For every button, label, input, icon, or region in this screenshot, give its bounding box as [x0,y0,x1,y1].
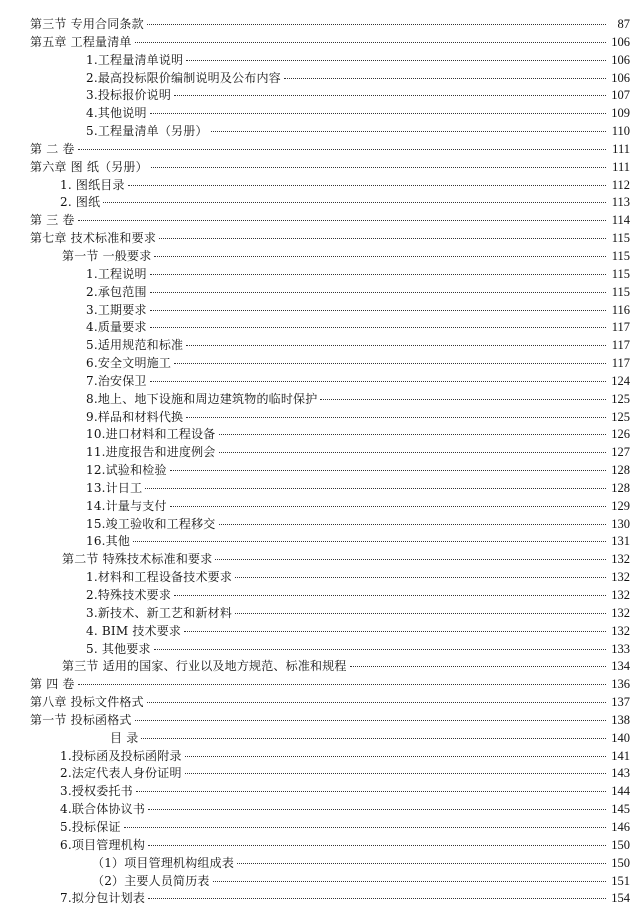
toc-entry-page-number: 145 [611,802,630,817]
dot-leader [219,524,607,525]
toc-entry-page-number: 146 [611,819,630,834]
toc-entry[interactable] [0,409,640,427]
dot-leader [150,381,606,382]
dot-leader [237,863,606,864]
toc-entry-title: 4.质量要求 [86,319,148,337]
toc-entry[interactable] [0,855,640,873]
toc-entry[interactable] [0,34,640,52]
toc-entry-page-number: 129 [611,498,630,513]
toc-entry-page-number: 131 [611,534,630,549]
toc-entry-title: 第六章 图 纸（另册） [30,159,149,177]
toc-entry-title: 4. BIM 技术要求 [86,623,182,641]
dot-leader [174,595,606,596]
dot-leader [284,78,606,79]
toc-entry-title: 1.投标函及投标函附录 [60,748,183,766]
dot-leader [170,506,606,507]
dot-leader [78,149,606,150]
toc-entry-page-number: 115 [611,284,630,299]
toc-entry-title: 第 四 卷 [30,676,76,694]
toc-entry-title: 4.联合体协议书 [60,801,146,819]
dot-leader [170,470,606,471]
toc-entry-title: 5.投标保证 [60,819,122,837]
toc-entry-title: 第 二 卷 [30,141,76,159]
toc-entry[interactable] [0,480,640,498]
toc-entry-page-number: 115 [611,266,630,281]
dot-leader [133,541,606,542]
toc-entry-page-number: 116 [611,302,630,317]
toc-entry-page-number: 133 [611,641,630,656]
toc-entry-page-number: 141 [611,748,630,763]
dot-leader [235,577,606,578]
toc-entry-page-number: 115 [611,231,630,246]
toc-entry[interactable] [0,177,640,195]
toc-entry-title: 2.承包范围 [86,284,148,302]
toc-entry-page-number: 126 [611,427,630,442]
dot-leader [147,702,606,703]
toc-entry-title: （2）主要人员简历表 [92,873,211,891]
dot-leader [128,185,606,186]
toc-entry-page-number: 87 [617,17,630,31]
dot-leader [135,42,606,43]
toc-entry-page-number: 132 [611,623,630,638]
toc-entry[interactable] [0,52,640,70]
toc-entry-page-number: 128 [611,480,630,495]
dot-leader [186,60,606,61]
toc-entry-title: 第五章 工程量清单 [30,34,133,52]
toc-entry-title: 2.特殊技术要求 [86,587,172,605]
toc-entry-page-number: 140 [611,730,630,745]
toc-entry-page-number: 130 [611,516,630,531]
toc-entry-page-number: 127 [611,445,630,460]
toc-entry[interactable] [0,676,640,694]
toc-entry-page-number: 150 [611,855,630,870]
toc-entry[interactable] [0,266,640,284]
toc-entry[interactable] [0,641,640,659]
dot-leader [185,756,606,757]
toc-entry-page-number: 109 [611,106,630,121]
toc-entry-page-number: 114 [611,213,630,228]
toc-entry-page-number: 132 [611,588,630,602]
toc-entry-title: 5.工程量清单（另册） [86,123,209,141]
dot-leader [150,113,606,114]
dot-leader [148,845,606,846]
toc-entry[interactable] [0,569,640,587]
dot-leader [154,256,606,257]
dot-leader [135,720,606,721]
dot-leader [103,202,606,203]
toc-entry-page-number: 132 [611,570,630,585]
toc-entry[interactable] [0,16,640,34]
toc-entry[interactable] [0,319,640,337]
toc-entry[interactable] [0,748,640,766]
toc-entry[interactable] [0,765,640,783]
toc-entry-title: 2.法定代表人身份证明 [60,765,183,783]
toc-entry-page-number: 150 [611,837,630,852]
dot-leader [350,666,606,667]
toc-entry-title: 1. 图纸目录 [60,177,126,195]
toc-entry-page-number: 125 [611,409,630,424]
toc-entry-title: （1）项目管理机构组成表 [92,855,235,873]
toc-entry[interactable] [0,730,640,748]
toc-entry-title: 1.工程量清单说明 [86,52,184,70]
toc-entry-title: 11.进度报告和进度例会 [86,444,217,462]
toc-entry-page-number: 106 [611,52,630,67]
toc-entry-page-number: 117 [611,356,630,371]
toc-entry[interactable] [0,837,640,855]
dot-leader [150,310,606,311]
toc-entry-title: 2. 图纸 [60,194,101,212]
dot-leader [235,613,606,614]
dot-leader [320,399,606,400]
toc-entry-title: 6.项目管理机构 [60,837,146,855]
toc-entry[interactable] [0,873,640,891]
toc-entry-title: 第三节 专用合同条款 [30,16,145,34]
dot-leader [219,452,607,453]
toc-entry-title: 6.安全文明施工 [86,355,172,373]
toc-entry[interactable] [0,712,640,730]
dot-leader [185,773,606,774]
toc-entry[interactable] [0,105,640,123]
dot-leader [150,274,606,275]
toc-entry-title: 第一节 投标函格式 [30,712,133,730]
toc-entry-page-number: 117 [611,338,630,353]
toc-entry-page-number: 136 [611,677,630,692]
toc-entry-title: 13.计日工 [86,480,143,498]
dot-leader [186,345,606,346]
dot-leader [124,827,606,828]
toc-entry[interactable] [0,248,640,266]
toc-entry-title: 14.计量与支付 [86,498,168,516]
toc-entry[interactable] [0,302,640,320]
toc-entry-title: 2.最高投标限价编制说明及公布内容 [86,70,282,88]
toc-entry-page-number: 134 [611,659,630,674]
dot-leader [150,292,606,293]
dot-leader [78,220,606,221]
toc-entry[interactable] [0,587,640,605]
toc-entry-title: 第七章 技术标准和要求 [30,230,157,248]
toc-entry[interactable] [0,605,640,623]
toc-entry[interactable] [0,783,640,801]
toc-entry[interactable] [0,194,640,212]
toc-entry[interactable] [0,355,640,373]
toc-entry-page-number: 128 [611,463,630,478]
toc-entry-title: 第二节 特殊技术标准和要求 [62,551,213,569]
toc-entry[interactable] [0,212,640,230]
table-of-contents [0,16,640,908]
dot-leader [78,684,606,685]
toc-entry-page-number: 107 [611,88,630,103]
toc-entry-title: 第 三 卷 [30,212,76,230]
dot-leader [154,649,606,650]
toc-entry-page-number: 111 [612,141,630,156]
toc-entry[interactable] [0,337,640,355]
toc-entry-page-number: 112 [611,177,630,192]
toc-entry[interactable] [0,819,640,837]
toc-entry-page-number: 138 [611,712,630,727]
toc-entry[interactable] [0,70,640,88]
toc-entry-title: 12.试验和检验 [86,462,168,480]
dot-leader [211,131,606,132]
dot-leader [174,95,606,96]
toc-entry[interactable] [0,890,640,908]
dot-leader [219,434,607,435]
dot-leader [159,238,606,239]
toc-entry-title: 1.工程说明 [86,266,148,284]
dot-leader [184,631,606,632]
dot-leader [136,791,606,792]
toc-entry-title: 15.竣工验收和工程移交 [86,516,217,534]
toc-entry-title: 16.其他 [86,533,131,551]
toc-entry-title: 5. 其他要求 [86,641,152,659]
toc-entry-title: 1.材料和工程设备技术要求 [86,569,233,587]
toc-entry-title: 7.治安保卫 [86,373,148,391]
toc-entry[interactable] [0,694,640,712]
toc-entry-page-number: 151 [611,873,630,888]
toc-entry-page-number: 106 [611,70,630,85]
toc-entry[interactable] [0,551,640,569]
toc-entry-title: 9.样品和材料代换 [86,409,184,427]
toc-entry[interactable] [0,658,640,676]
toc-entry[interactable] [0,87,640,105]
toc-entry[interactable] [0,141,640,159]
toc-entry-page-number: 106 [611,34,630,49]
toc-entry-title: 第三节 适用的国家、行业以及地方规范、标准和规程 [62,658,348,676]
toc-entry[interactable] [0,533,640,551]
toc-entry-page-number: 144 [611,784,630,799]
toc-entry-title: 10.进口材料和工程设备 [86,426,217,444]
toc-entry-page-number: 132 [611,605,630,620]
toc-entry-page-number: 143 [611,766,630,781]
toc-entry[interactable] [0,801,640,819]
dot-leader [141,738,606,739]
toc-entry-title: 3.投标报价说明 [86,87,172,105]
toc-entry-page-number: 124 [611,373,630,388]
toc-entry-title: 第一节 一般要求 [62,248,152,266]
toc-entry[interactable] [0,159,640,177]
toc-entry-title: 4.其他说明 [86,105,148,123]
toc-entry[interactable] [0,373,640,391]
dot-leader [186,417,606,418]
toc-entry-title: 第八章 投标文件格式 [30,694,145,712]
toc-entry-title: 目 录 [110,730,139,748]
toc-entry-page-number: 111 [612,159,630,174]
toc-entry[interactable] [0,230,640,248]
toc-entry[interactable] [0,462,640,480]
dot-leader [145,488,606,489]
toc-entry[interactable] [0,391,640,409]
toc-entry-title: 5.适用规范和标准 [86,337,184,355]
dot-leader [151,167,606,168]
dot-leader [148,898,606,899]
toc-entry-page-number: 110 [611,124,630,139]
toc-entry-title: 3.工期要求 [86,302,148,320]
dot-leader [147,24,606,25]
toc-entry-page-number: 154 [611,891,630,906]
toc-entry[interactable] [0,623,640,641]
toc-entry[interactable] [0,444,640,462]
dot-leader [148,809,606,810]
toc-entry-page-number: 117 [611,320,630,335]
toc-entry-page-number: 132 [611,552,630,567]
dot-leader [213,881,606,882]
toc-entry-title: 8.地上、地下设施和周边建筑物的临时保护 [86,391,318,409]
toc-entry-title: 3.新技术、新工艺和新材料 [86,605,233,623]
toc-entry-title: 3.授权委托书 [60,783,134,801]
toc-entry[interactable] [0,516,640,534]
dot-leader [174,363,606,364]
toc-entry[interactable] [0,498,640,516]
toc-entry[interactable] [0,426,640,444]
toc-entry-page-number: 115 [611,248,630,263]
dot-leader [150,327,606,328]
toc-entry[interactable] [0,284,640,302]
toc-entry[interactable] [0,123,640,141]
toc-entry-page-number: 137 [611,695,630,710]
dot-leader [215,559,606,560]
toc-entry-page-number: 125 [611,391,630,406]
toc-entry-title: 7.拟分包计划表 [60,890,146,908]
toc-entry-page-number: 113 [611,195,630,210]
